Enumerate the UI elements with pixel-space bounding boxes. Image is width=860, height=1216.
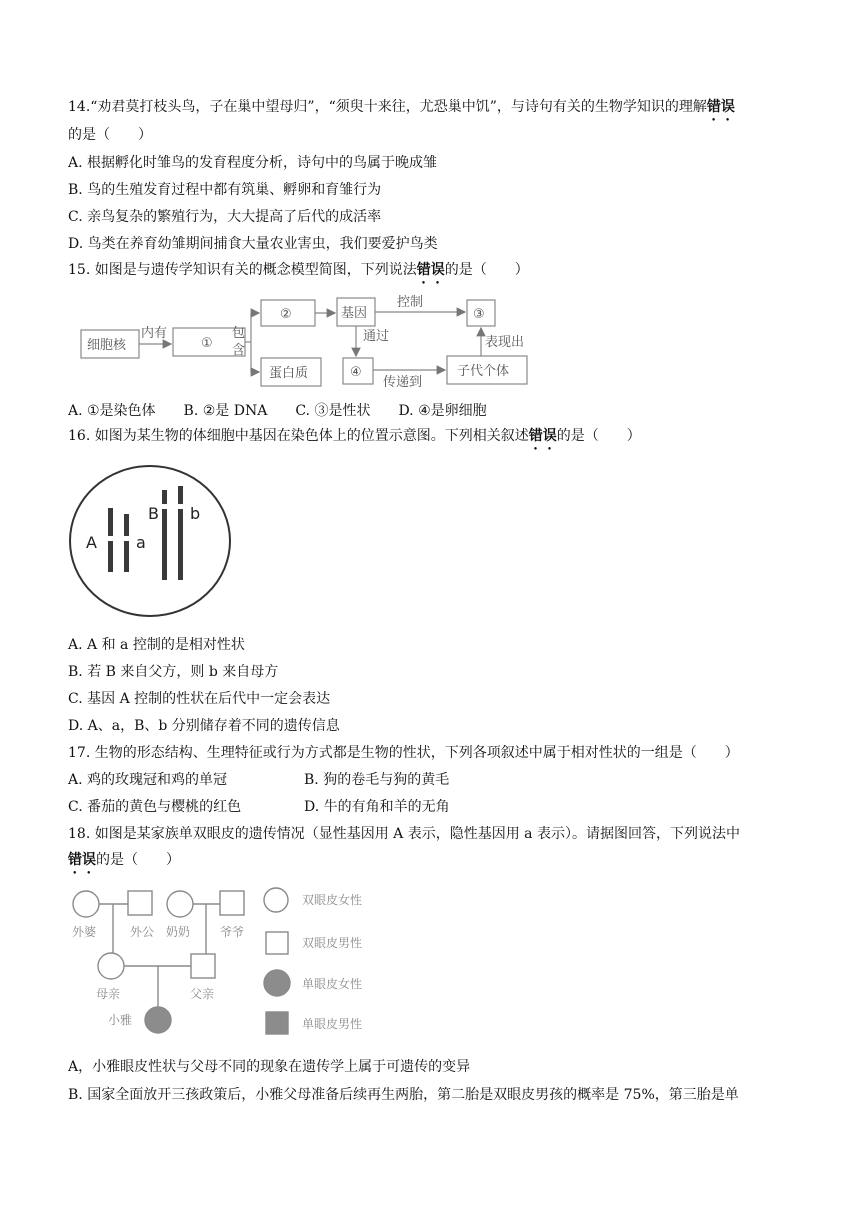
label-cell-nucleus: 细胞核 [87,338,127,353]
q18-option-b: B. 国家全面放开三孩政策后，小雅父母准备后续再生两胎，第二胎是双眼皮男孩的概率是 75%，第三胎是单 [68,1087,739,1103]
legend-single-male-symbol [266,1012,288,1034]
q16-option-b: B. 若 B 来自父方，则 b 来自母方 [68,664,279,680]
q14-stem-line1: 14.“劝君莫打枝头鸟，子在巢中望母归”，“须臾十来往，尤恐巢中饥”，与诗句有关的生物学知识的理解错误 [68,99,735,115]
father-symbol [191,954,215,978]
label-n3: ③ [473,307,485,322]
q14-stem-line2: 的是（ ） [68,127,152,143]
label-includes-2: 含 [232,343,246,358]
label-offspring: 子代个体 [457,364,510,379]
q18-stem-line2: 错误的是（ ） [68,852,180,868]
q16-option-d: D. A、a，B、b 分别储存着不同的遗传信息 [68,718,340,734]
q15-emphasis-wrong: 错误 [416,262,445,278]
waigong-symbol [128,891,152,915]
label-includes-1: 包 [232,326,246,341]
chromosome-a [124,514,129,572]
q14-option-b: B. 鸟的生殖发育过程中都有筑巢、孵卵和育雏行为 [68,182,382,198]
chromosome-b [178,486,183,580]
label-through: 通过 [363,329,390,344]
q17-option-d: D. 牛的有角和羊的无角 [304,799,450,815]
label-n4: ④ [350,365,362,380]
label-mother: 母亲 [96,987,121,1001]
label-gene-b: b [190,504,201,523]
q18-emphasis-wrong: 错误 [68,852,96,868]
chromosome-B [162,490,167,580]
label-gene-A: A [86,533,97,552]
q16-option-a: A. A 和 a 控制的是相对性状 [68,637,245,653]
q18-option-a: A，小雅眼皮性状与父母不同的现象在遗传学上属于可遗传的变异 [68,1059,471,1075]
q16-chromosome-diagram [66,462,236,620]
q14-emphasis-wrong: 错误 [706,99,735,115]
legend-label-2: 双眼皮男性 [302,936,363,950]
q18-stem-line1: 18. 如图是某家族单双眼皮的遗传情况（显性基因用 A 表示，隐性基因用 a 表示）。请据图回答，下列说法中 [68,826,740,842]
label-n2: ② [280,307,292,322]
label-waipo: 外婆 [72,925,97,939]
q16-option-c: C. 基因 A 控制的性状在后代中一定会表达 [68,691,331,707]
legend-double-male-symbol [266,932,288,954]
q14-option-c: C. 亲鸟复杂的繁殖行为，大大提高了后代的成活率 [68,209,382,225]
q17-option-a: A. 鸡的玫瑰冠和鸡的单冠 [68,772,228,788]
label-waigong: 外公 [130,925,155,939]
legend-double-female-symbol [264,888,288,912]
label-nainai: 奶奶 [166,925,191,939]
label-yeye: 爷爷 [220,925,245,939]
q15-options: A. ①是染色体 B. ②是 DNA C. ③是性状 D. ④是卵细胞 [68,403,487,419]
legend-label-1: 双眼皮女性 [302,893,363,907]
label-contains: 内有 [141,326,168,341]
q17-stem: 17. 生物的形态结构、生理特征或行为方式都是生物的性状，下列各项叙述中属于相对性状的一组是（ ） [68,745,739,761]
label-protein: 蛋白质 [269,366,309,381]
waipo-symbol [73,891,99,917]
xiaoya-symbol [145,1007,171,1033]
label-xiaoya: 小雅 [108,1013,133,1027]
label-n1: ① [201,336,213,351]
q15-stem: 15. 如图是与遗传学知识有关的概念模型简图，下列说法错误的是（ ） [68,262,529,278]
mother-symbol [98,953,124,979]
legend-single-female-symbol [264,970,290,996]
label-gene-a: a [136,533,146,552]
nainai-symbol [167,891,193,917]
legend-label-3: 单眼皮女性 [302,977,363,991]
q14-option-a: A. 根据孵化时雏鸟的发育程度分析，诗句中的鸟属于晚成雏 [68,155,438,171]
legend-label-4: 单眼皮男性 [302,1017,363,1031]
label-express: 表现出 [485,335,525,350]
label-father: 父亲 [190,987,215,1001]
q17-option-b: B. 狗的卷毛与狗的黄毛 [304,772,450,788]
label-gene: 基因 [341,306,368,321]
label-pass-to: 传递到 [383,375,423,390]
q18-pedigree-diagram [66,884,386,1044]
label-gene-B: B [148,504,159,523]
q16-stem: 16. 如图为某生物的体细胞中基因在染色体上的位置示意图。下列相关叙述错误的是（ ） [68,428,641,444]
q14-option-d: D. 鸟类在养育幼雏期间捕食大量农业害虫，我们要爱护鸟类 [68,236,438,252]
q15-concept-diagram [75,290,545,390]
yeye-symbol [220,891,244,915]
label-control: 控制 [397,295,424,310]
q16-emphasis-wrong: 错误 [528,428,557,444]
q17-option-c: C. 番茄的黄色与樱桃的红色 [68,799,242,815]
